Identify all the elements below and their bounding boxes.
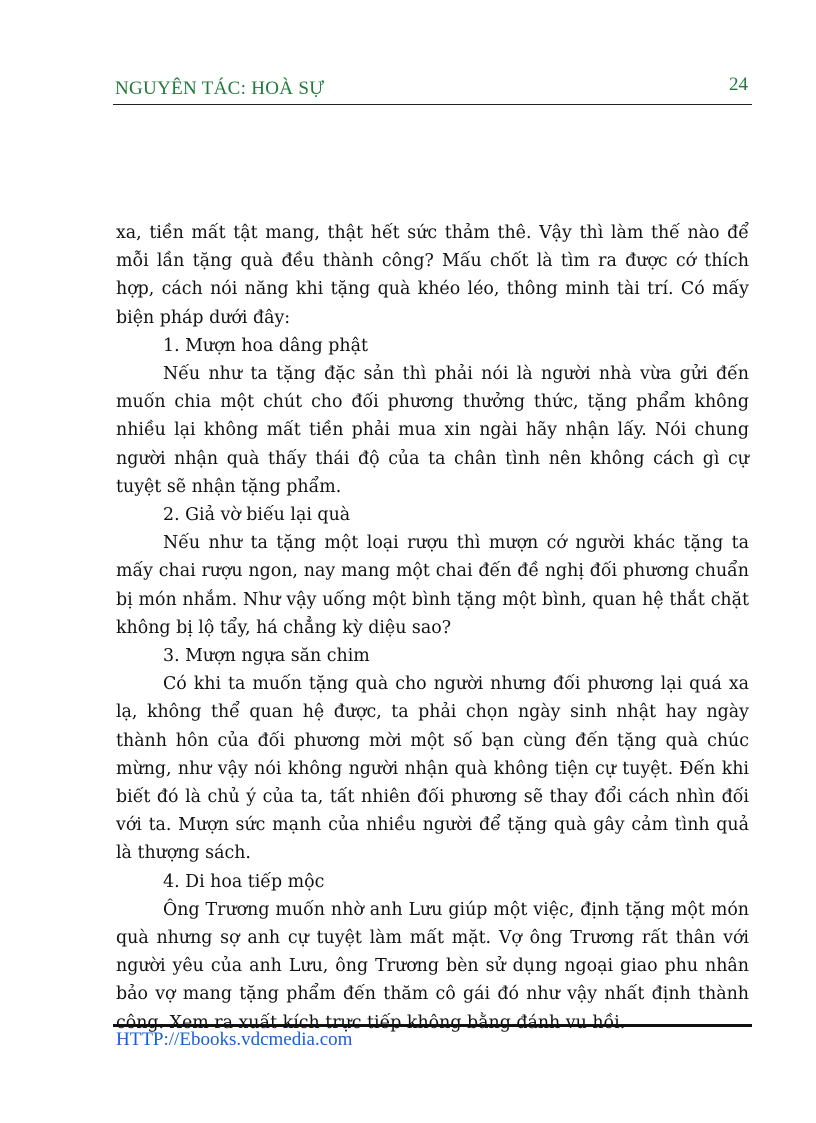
page-header [113, 70, 752, 105]
footer-link[interactable]: HTTP://Ebooks.vdcmedia.com [116, 1029, 353, 1050]
paragraph: Ông Trương muốn nhờ anh Lưu giúp một việc, định tặng một món quà nhưng sợ anh cự tuyệt làm mất mặt. Vợ ông Trương rất thân với người yêu của anh Lưu, ông Trương bèn sử dụng ngoại giao phu nhân bảo vợ mang tặng phẩm đến thăm cô gái đó như vậy nhất định thành công. Xem ra xuất kích trực tiếp không bằng đánh vu hồi. [116, 899, 749, 1033]
footer-divider [113, 1024, 752, 1027]
paragraph: Có khi ta muốn tặng quà cho người nhưng đối phương lại quá xa lạ, không thể quan hệ được, ta phải chọn ngày sinh nhật hay ngày thành hôn của đối phương mời một số bạn cùng đến tặng quà chúc mừng, như vậy nói không người nhận quà không tiện cự tuyệt. Đến khi biết đó là chủ ý của ta, tất nhiên đối phương sẽ thay đổi cách nhìn đối với ta. Mượn sức mạnh của nhiều người để tặng quà gây cảm tình quả là thượng sách. [116, 674, 749, 864]
running-title: NGUYÊN TÁC: HOÀ SỰ [115, 78, 325, 99]
list-item-heading: 4. Di hoa tiếp mộc [163, 871, 325, 892]
paragraph: Nếu như ta tặng đặc sản thì phải nói là người nhà vừa gửi đến muốn chia một chút cho đối phương thưởng thức, tặng phẩm không nhiều lại không mất tiền phải mua xin ngài hãy nhận lấy. Nói chung người nhận quà thấy thái độ của ta chân tình nên không cách gì cự tuyệt sẽ nhận tặng phẩm. [116, 364, 749, 497]
list-item-heading: 3. Mượn ngựa săn chim [163, 646, 370, 667]
list-item-heading: 1. Mượn hoa dâng phật [163, 335, 368, 356]
paragraph: Nếu như ta tặng một loại rượu thì mượn cớ người khác tặng ta mấy chai rượu ngon, nay mang một chai đến đề nghị đối phương chuẩn bị món nhắm. Như vậy uống một bình tặng một bình, quan hệ thắt chặt không bị lộ tẩy, há chẳng kỳ diệu sao? [116, 533, 749, 638]
body-text [116, 219, 749, 1037]
list-item-heading: 2. Giả vờ biếu lại quà [163, 505, 351, 526]
paragraph-continuation: xa, tiền mất tật mang, thật hết sức thảm thê. Vậy thì làm thế nào để mỗi lần tặng quà đều thành công? Mấu chốt là tìm ra được cớ thích hợp, cách nói năng khi tặng quà khéo léo, thông minh tài trí. Có mấy biện pháp dưới đây: [116, 223, 749, 328]
page-number: 24 [729, 74, 748, 95]
